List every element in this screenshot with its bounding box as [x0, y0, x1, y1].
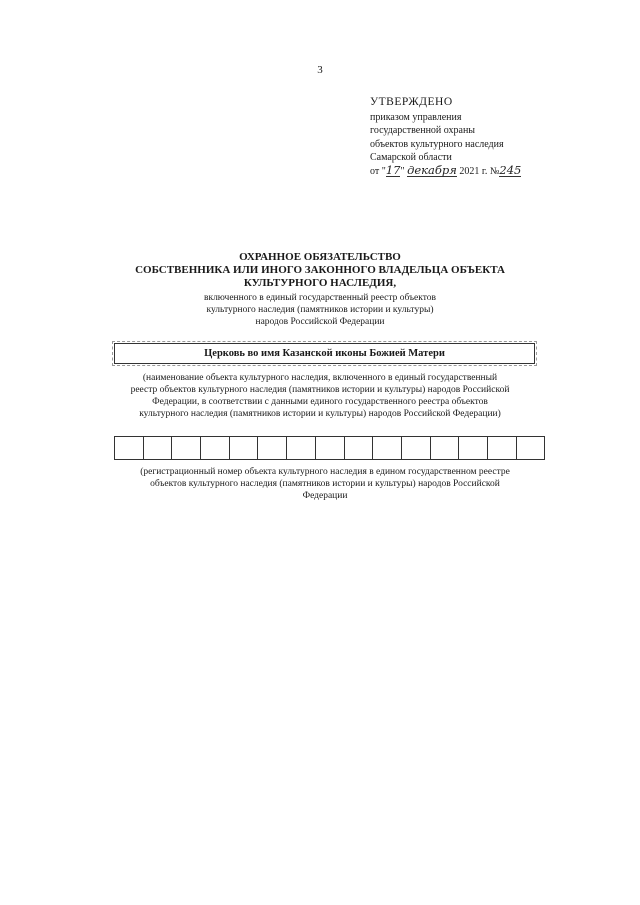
date-day-handwritten: 17 — [385, 162, 401, 177]
caption-line: Федерации — [302, 491, 348, 501]
approval-date-line — [370, 162, 610, 179]
registration-cell — [459, 437, 488, 459]
approval-line: государственной охраны — [370, 125, 476, 136]
approval-stamp — [370, 96, 610, 178]
registration-number-caption — [110, 466, 540, 502]
caption-line: (регистрационный номер объекта культурного наследия в едином государственном реестре — [140, 467, 510, 477]
registration-cell — [287, 437, 316, 459]
subtitle-line: народов Российской Федерации — [255, 317, 385, 327]
date-year: 2021 г. — [459, 165, 488, 177]
registration-cell — [345, 437, 374, 459]
approval-line: Самарской области — [370, 152, 452, 163]
object-name-caption — [110, 372, 530, 420]
subtitle-line: культурного наследия (памятников истории и культуры) — [206, 305, 434, 315]
object-name-box — [114, 343, 535, 364]
title-line: СОБСТВЕННИКА ИЛИ ИНОГО ЗАКОННОГО ВЛАДЕЛЬЦА ОБЪЕКТА — [135, 264, 505, 276]
registration-cell — [431, 437, 460, 459]
caption-line: Федерации, в соответствии с данными единого государственного реестра объектов — [152, 397, 488, 407]
registration-cell — [373, 437, 402, 459]
object-name: Церковь во имя Казанской иконы Божией Матери — [204, 348, 445, 359]
date-separator: " — [400, 165, 405, 177]
registration-cell — [201, 437, 230, 459]
registration-cell — [488, 437, 517, 459]
order-number-handwritten: 245 — [499, 162, 522, 177]
registration-cell — [115, 437, 144, 459]
registration-cell — [144, 437, 173, 459]
registration-cell — [230, 437, 259, 459]
caption-line: объектов культурного наследия (памятников истории и культуры) народов Российской — [150, 479, 500, 489]
approval-line: объектов культурного наследия — [370, 138, 504, 150]
subtitle-line: включенного в единый государственный реестр объектов — [203, 293, 437, 303]
approval-line: приказом управления — [370, 111, 462, 123]
approval-heading: УТВЕРЖДЕНО — [370, 96, 453, 108]
order-number-prefix: № — [489, 165, 500, 177]
registration-cell — [316, 437, 345, 459]
registration-cell — [172, 437, 201, 459]
registration-cell — [258, 437, 287, 459]
registration-number-grid — [114, 436, 545, 460]
title-line: КУЛЬТУРНОГО НАСЛЕДИЯ, — [243, 277, 397, 289]
caption-line: реестр объектов культурного наследия (памятников истории и культуры) народов Российской — [130, 385, 510, 395]
registration-cell — [517, 437, 546, 459]
title-line: ОХРАННОЕ ОБЯЗАТЕЛЬСТВО — [239, 251, 401, 263]
date-prefix: от " — [370, 165, 386, 177]
document-subtitle — [120, 292, 520, 328]
document-title — [100, 251, 540, 290]
caption-line: (наименование объекта культурного наследия, включенного в единый государственный — [142, 373, 498, 383]
registration-cell — [402, 437, 431, 459]
page-number: 3 — [317, 64, 323, 76]
date-month-handwritten: декабря — [407, 162, 457, 177]
caption-line: культурного наследия (памятников истории и культуры) народов Российской Федерации) — [139, 409, 501, 419]
